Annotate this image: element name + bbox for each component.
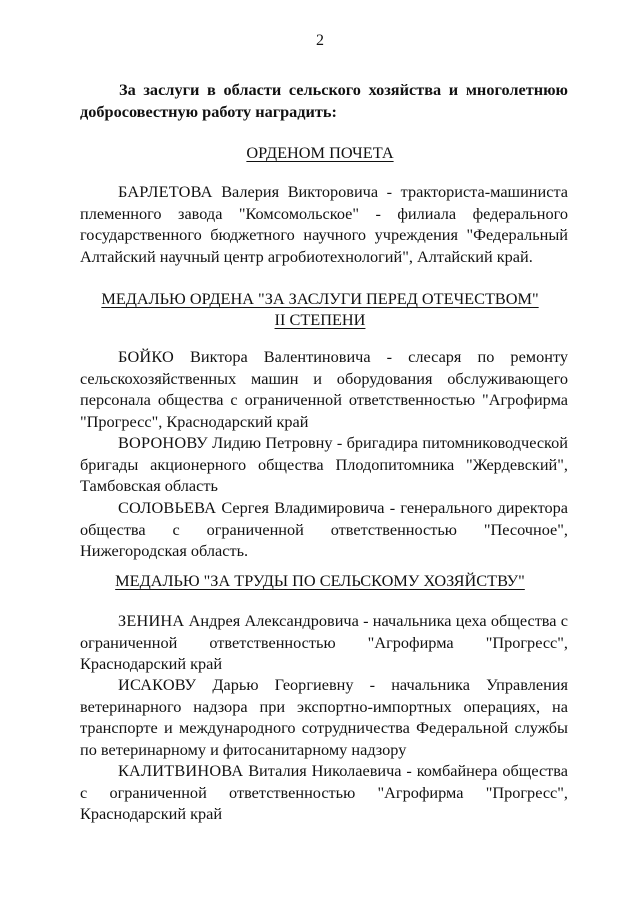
recipient-surname: ЗЕНИНА (118, 611, 185, 630)
recipient-details: Андрея Александровича - начальника цеха общества с ограниченной ответственностью "Агрофирма "Прогресс", Краснодарский край (80, 611, 568, 673)
recipient-details: Валерия Викторовича - тракториста-машиниста племенного завода "Комсомольское" - филиала федерального государственного бюджетного научного учреждения "Федеральный Алтайский научный центр агробиотехнологий", Алтайский край. (80, 182, 569, 266)
heading-line: II СТЕПЕНИ (274, 310, 366, 329)
page-number: 2 (316, 32, 324, 49)
heading-line: ОРДЕНОМ ПОЧЕТА (246, 143, 394, 162)
section-heading-agriculture-medal (60, 570, 580, 591)
recipient-details: Виталия Николаевича - комбайнера общества с ограниченной ответственностью "Агрофирма "Прогресс", Краснодарский край (80, 761, 568, 823)
heading-line: МЕДАЛЬЮ ОРДЕНА "ЗА ЗАСЛУГИ ПЕРЕД ОТЕЧЕСТВОМ" (101, 289, 539, 308)
recipient-surname: КАЛИТВИНОВА (118, 761, 244, 780)
recipient-details: Виктора Валентиновича - слесаря по ремонту сельскохозяйственных машин и оборудования обслуживающего персонала общества с ограниченной ответственностью "Агрофирма "Прогресс", Краснодарский край (80, 347, 568, 431)
section-heading-order-of-honour (60, 142, 580, 163)
recipient-surname: ВОРОНОВУ (118, 433, 208, 452)
award-entry-barletov (80, 181, 568, 267)
recipient-details: Лидию Петровну - бригадира питомниководческой бригады акционерного общества Плодопитомника "Жердевский", Тамбовская область (80, 433, 568, 495)
heading-line: МЕДАЛЬЮ "ЗА ТРУДЫ ПО СЕЛЬСКОМУ ХОЗЯЙСТВУ" (115, 571, 525, 590)
recipient-surname: БАРЛЕТОВА (118, 182, 213, 201)
section-heading-merit-medal (60, 288, 580, 330)
recipient-surname: БОЙКО (118, 347, 174, 366)
award-intro: За заслуги в области сельского хозяйства и многолетнюю добросовестную работу наградить: (80, 80, 568, 121)
award-entry-boyko (80, 346, 568, 432)
recipient-surname: СОЛОВЬЕВА (118, 498, 217, 517)
award-entry-isakova (80, 674, 568, 760)
award-entry-zenin (80, 610, 568, 675)
award-entry-voronova (80, 432, 568, 497)
recipient-details: Сергея Владимировича - генерального директора общества с ограниченной ответственностью "Песочное", Нижегородская область. (80, 498, 568, 560)
award-entry-kalitvinov (80, 760, 568, 825)
recipient-details: Дарью Георгиевну - начальника Управления ветеринарного надзора при экспортно-импортных операциях, на транспорте и международного сотрудничества Федеральной службы по ветеринарному и фитосанитарному надзору (80, 675, 568, 759)
recipient-surname: ИСАКОВУ (118, 675, 197, 694)
award-entry-solovyev (80, 497, 568, 562)
